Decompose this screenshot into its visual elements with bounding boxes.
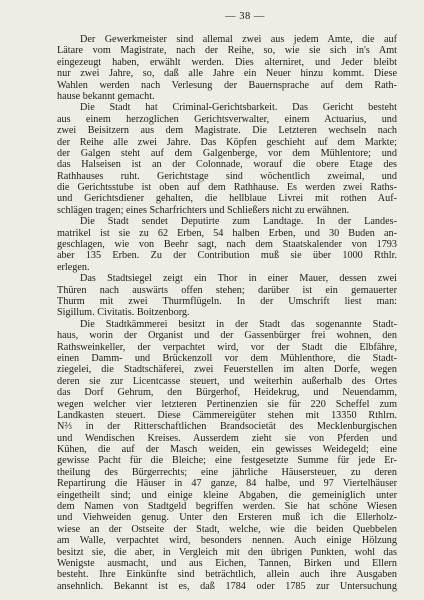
text-line: aus einem herzoglichen Gerichtsverwalter, einem Actuarius, und [57,113,397,125]
text-line: geschlagen, wie von Beehr sagt, nach dem Staatskalender von 1793 [57,239,397,251]
page-number: — 38 — [225,11,265,22]
text-line: am Walle, verpachtet wird, besonders nennen. Auch einige Hölzung [57,535,397,547]
text-line: dem Namen von Stadtgeld begriffen werden. Sie hat schöne Wiesen [57,501,397,513]
text-line: Sigillum. Civitatis. Boitzenborg. [57,307,190,319]
text-line: Repartirung die Häuser in 47 ganze, 84 halbe, und 97 Viertelhäuser [57,478,397,490]
text-line: Wenigste ausmacht, und aus Eichen, Tannen, Birken und Ellern [57,557,397,569]
body-text [57,34,397,592]
text-line: einen Damm- und Brückenzoll vor dem Mühlenthore, die Stadt- [57,352,397,364]
text-line: besteht. Ihre Einkünfte sind beträchtlich, allein auch ihre Ausgaben [57,569,397,581]
paragraph-3 [57,216,397,273]
text-line: nur zwei Jahre, so, daß alle Jahre ein Neuer hinzu kommt. Diese [57,68,397,80]
text-line: und Wendischen Kreises. Ausserdem zieht sie von Pferden und [57,432,397,444]
text-line: Lätare vom Magistrate, nach der Reihe, so, wie sie sich in's Amt [57,45,397,57]
paragraph-2 [57,102,397,216]
text-line: haus, worin der Organist und der Gassenbürger frei wohnen, den [57,330,397,342]
text-line: Die Stadt sendet Deputirte zum Landtage. In der Landes- [80,216,397,228]
text-line: ziegelei, die Stadtschäferei, zwei Feuerstellen im alten Dorfe, wegen [57,364,397,376]
text-line: die Gerichtsstube ist oben auf dem Rathhause. Es werden zwei Raths- [57,182,397,194]
text-line: der Reihe alle zwei Jahre. Das Köpfen geschieht auf dem Markte; [57,136,397,148]
text-line: Rathsweinkeller, der verpachtet wird, vor der Stadt die Elbfähre, [57,341,397,353]
text-line: theilung des Bürgerrechts; eine jährliche Häusersteuer, zu deren [57,466,397,478]
text-line: gewisse Pacht für die Bleiche; eine festgesetzte Summe für jede Er- [57,455,397,467]
text-line: N⅔ in der Ritterschaftlichen Brandsocietät des Mecklenburgischen [57,421,397,433]
text-line: schlägen tragen; eines Scharfrichters und Schließers nicht zu erwähnen. [57,204,350,216]
paragraph-4 [57,273,397,319]
text-line: erlegen. [57,261,90,273]
text-line: Das Stadtsiegel zeigt ein Thor in einer Mauer, dessen zwei [80,273,397,285]
text-line: besitzt sie, die aber, in Vergleich mit den übrigen Punkten, wohl das [57,546,397,558]
text-line: wiese an der Ostseite der Stadt, welche, wie die beiden Quebbelen [57,523,397,535]
text-line: Die Stadtkämmerei besitzt in der Stadt das sogenannte Stadt- [80,318,397,330]
text-line: eingezeugt haben, erwählt werden. Dies alterniret, und Jeder bleibt [57,56,397,68]
text-line: Landkasten steuert. Diese Cämmereigüter stehen mit 13350 Rthlrn. [57,409,397,421]
text-line: aber 135 Erben. Zu der Contribution muß sie über 1000 Rthlr. [57,250,397,262]
text-line: Thurm mit zwei Thurmflügeln. In der Umschrift liest man: [57,295,397,307]
text-line: Wahlen werden nach Verlesung der Bauernsprache auf dem Rath- [57,79,397,91]
text-line: hause bekannt gemacht. [57,90,155,102]
text-line: eingetheilt sind; und einige kleine Abgaben, die gemeiniglich unter [57,489,397,501]
text-line: Der Gewerkmeister sind allemal zwei aus jedem Amte, die auf [80,34,397,45]
text-line: Rathhauses ruht. Gerichtstage sind wöchentlich zweimal, und [57,170,397,182]
text-line: wegen welcher vier letzteren Pertinenzien sie für 220 Scheffel zum [57,398,397,410]
text-line: matrikel ist sie zu 62 Erben, 54 halben Erben, und 30 Buden an- [57,227,397,239]
text-line: Thüren nach auswärts offen stehen; darüber ist ein gemauerter [57,284,397,296]
paragraph-5 [57,319,397,592]
text-line: deren sie zur Licentcasse steuert, und weiterhin außerhalb des Ortes [57,375,397,387]
text-line: ansehnlich. Bekannt ist es, daß 1784 oder 1785 zur Untersuchung [57,580,397,592]
text-line: Kühen, die auf der Masch weiden, ein gewisses Weidegeld; eine [57,444,397,456]
text-line: der Galgen steht auf dem Galgenberge, vor dem Mühlentore; und [57,147,397,159]
text-line: und Viehweiden genug. Unter den Ersteren muß ich die Ellerholz- [57,512,397,524]
text-line: das Dorf Gehrum, den Bürgerhof, Heidekrug, und Neuendamm, [57,387,397,399]
text-line: Die Stadt hat Criminal-Gerichtsbarkeit. Das Gericht besteht [80,102,397,114]
text-line: das Halseisen ist an der Colonnade, worauf die obere Etage des [57,159,397,171]
text-line: zwei Beisitzern aus dem Magistrate. Die Letzteren wechseln nach [57,125,397,137]
text-line: und Gerichtsdiener gehalten, die hellblaue Livrei mit rothen Auf- [57,193,397,205]
paragraph-1 [57,34,397,102]
